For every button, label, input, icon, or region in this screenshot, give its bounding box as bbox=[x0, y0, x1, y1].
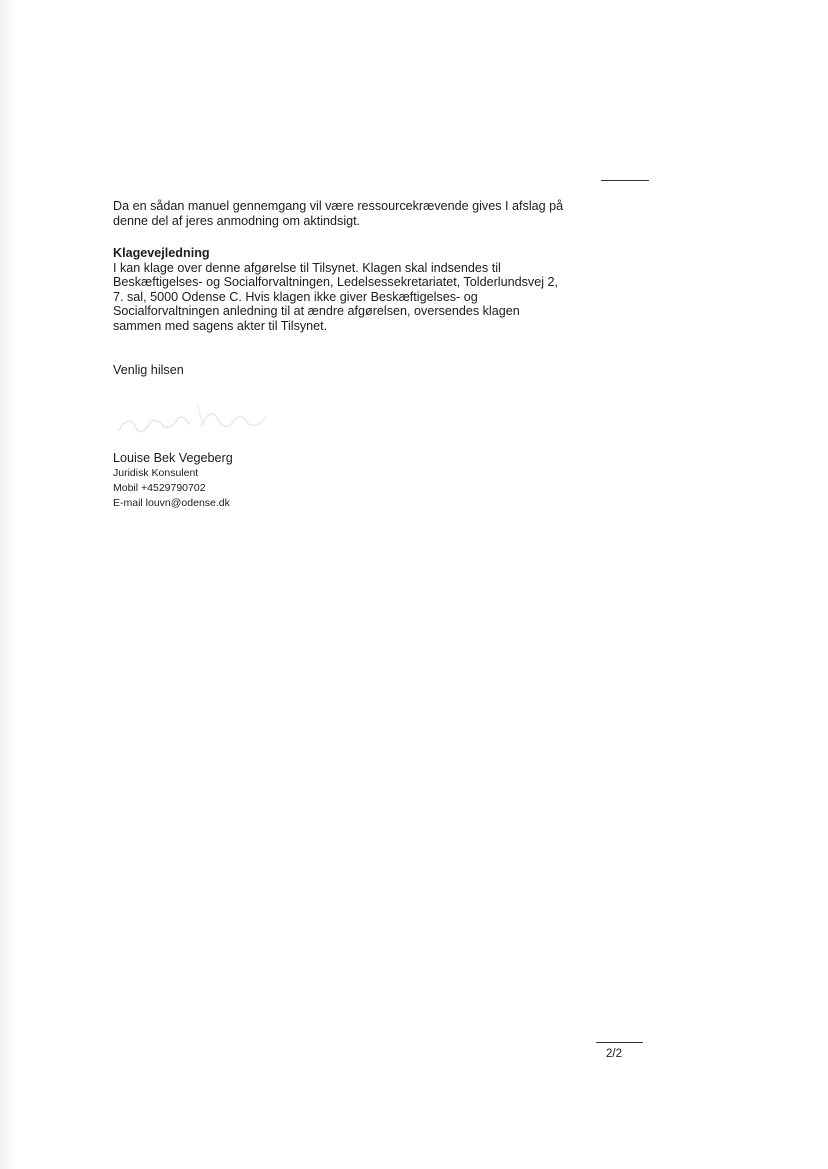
complaint-line-5: sammen med sagens akter til Tilsynet. bbox=[113, 318, 328, 333]
footer-rule bbox=[596, 1042, 643, 1043]
intro-line-2: denne del af jeres anmodning om aktindsigt. bbox=[113, 213, 361, 228]
signature-scribble bbox=[113, 396, 283, 442]
header-rule bbox=[601, 180, 649, 181]
complaint-line-1: I kan klage over denne afgørelse til Tilsynet. Klagen skal indsendes til bbox=[113, 260, 501, 275]
complaint-line-2: Beskæftigelses- og Socialforvaltningen, Ledelsessekretariatet, Tolderlundsvej 2, bbox=[113, 275, 558, 289]
complaint-heading: Klagevejledning bbox=[113, 246, 210, 260]
page-number: 2/2 bbox=[606, 1048, 622, 1060]
signer-name: Louise Bek Vegeberg bbox=[113, 450, 233, 465]
greeting: Venlig hilsen bbox=[113, 363, 184, 377]
complaint-line-4: Socialforvaltningen anledning til at ændre afgørelsen, oversendes klagen bbox=[113, 304, 520, 318]
signer-email: E-mail louvn@odense.dk bbox=[113, 496, 230, 509]
scan-edge-shadow bbox=[0, 0, 18, 1169]
signer-title: Juridisk Konsulent bbox=[113, 466, 199, 479]
intro-line-1: Da en sådan manuel gennemgang vil være ressourcekrævende gives I afslag på bbox=[113, 199, 564, 213]
complaint-line-3: 7. sal, 5000 Odense C. Hvis klagen ikke giver Beskæftigelses- og bbox=[113, 289, 478, 304]
intro-paragraph bbox=[113, 199, 583, 228]
complaint-paragraph bbox=[113, 261, 583, 334]
handwritten-signature bbox=[113, 396, 283, 442]
letter-body bbox=[113, 199, 583, 511]
signer-mobile: Mobil +4529790702 bbox=[113, 481, 206, 494]
